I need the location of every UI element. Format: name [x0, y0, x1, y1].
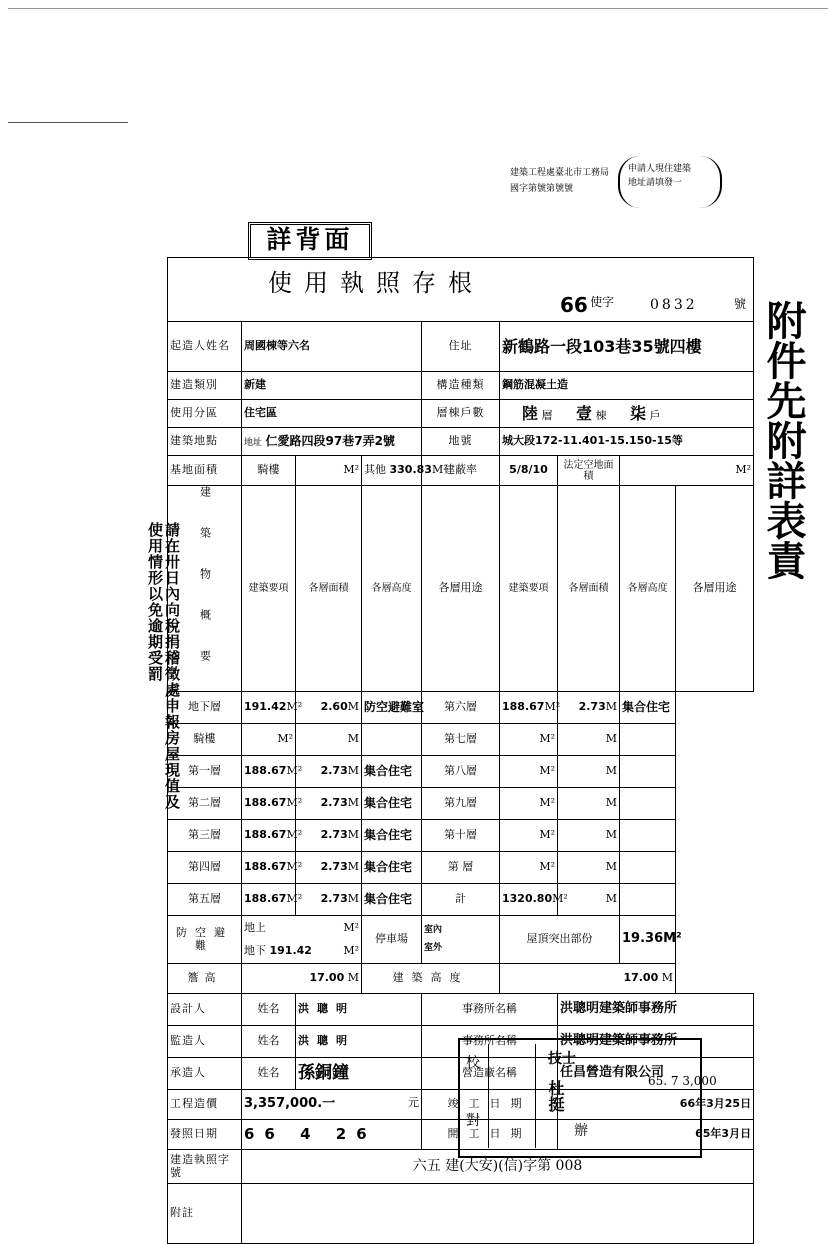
floor-area-2-unit: M²: [539, 732, 555, 746]
stamp-engineer: 技士: [548, 1051, 576, 1067]
shelter-above-unit: M²: [343, 921, 359, 935]
floor-area: [242, 820, 303, 852]
coverage-value: 5/8/10: [500, 456, 558, 486]
other-label: 其他: [364, 463, 386, 477]
floor-area-2: [500, 724, 558, 756]
stamp-check-1: 校: [466, 1055, 480, 1071]
floor-use-2: [620, 724, 676, 756]
parking-label: 停車場: [362, 916, 422, 964]
floor-use-text: 集合住宅: [364, 827, 413, 842]
floor-item-text: 地下層: [188, 700, 221, 714]
floor-height-text: 2.73: [320, 764, 348, 778]
stamp-divider: [488, 1044, 536, 1148]
supervisor-label: 監造人: [168, 1026, 242, 1058]
contractor-name: 孫銅鐘: [296, 1058, 422, 1090]
parking-out: 室外: [424, 942, 443, 953]
top-stamp-paren: [618, 156, 722, 208]
floor-use-2: [620, 692, 676, 724]
site-address-label: 地址: [244, 437, 263, 448]
side-note: 請在卅日內向稅捐稽徵處申報房屋現值及使用情形以免逾期受罰: [146, 522, 181, 810]
floor-height-2: [558, 788, 620, 820]
zone-value: 住宅區: [242, 400, 422, 428]
top-stamp-line-2: 國字第號第號號: [510, 184, 574, 194]
floor-use: [362, 724, 422, 756]
floor-height-2-unit: M: [605, 732, 617, 746]
owner-value: 周國棟等六名: [242, 322, 422, 372]
top-stamp-line-1: 建築工程處臺北市工務局: [510, 168, 610, 178]
buildings-count: 壹: [576, 403, 593, 423]
floor-height: [296, 820, 362, 852]
site-address: [242, 428, 422, 456]
floor-area-2: [500, 820, 558, 852]
other-unit: M²: [431, 463, 448, 477]
floor-area: [242, 724, 296, 756]
floor-use: [362, 756, 422, 788]
top-stamp: [490, 156, 730, 212]
parking-in: 室內: [424, 924, 443, 935]
floor-height-unit: M: [347, 764, 359, 778]
license-number: 66: [560, 293, 588, 317]
floor-item-text: 第一層: [188, 764, 221, 778]
floor-area-text: 188.67: [244, 764, 287, 778]
legal-open-unit: M²: [620, 456, 754, 486]
designer-name-label: 姓名: [242, 994, 296, 1026]
license-label: 使字: [590, 295, 615, 309]
print-number: 65. 7 3,000: [648, 1074, 717, 1088]
floor-use-text: 集合住宅: [364, 763, 413, 778]
floor-height-unit: M: [347, 700, 359, 714]
owner-label: 起造人姓名: [168, 322, 242, 372]
floor-height-2-unit: M: [605, 860, 617, 874]
floor-row: [168, 756, 754, 788]
col-header-4: 各層用途: [422, 486, 500, 692]
designer-label: 設計人: [168, 994, 242, 1026]
type-value: 新建: [242, 372, 422, 400]
bldg-height-unit: M: [661, 971, 673, 985]
zone-label: 使用分區: [168, 400, 242, 428]
floor-item-text: 第三層: [188, 828, 221, 842]
floor-area-2-unit: M²: [544, 700, 561, 714]
shelter-below: [244, 945, 359, 957]
floor-item-2: [422, 692, 500, 724]
floor-use-text: 集合住宅: [364, 891, 413, 906]
floor-height-2-unit: M: [605, 700, 617, 714]
floor-item-text: 第五層: [188, 892, 221, 906]
license-suffix: 號: [734, 297, 747, 311]
floor-item-2: [422, 724, 500, 756]
floor-height-text: 2.73: [320, 828, 348, 842]
floor-item-2: [422, 852, 500, 884]
floor-item: [168, 884, 242, 916]
floor-area-2-unit: M²: [539, 796, 555, 810]
floor-height-2-unit: M: [605, 892, 617, 906]
structure-value: 鋼筋混凝土造: [500, 372, 754, 400]
title-row: [168, 258, 754, 322]
issue-value: 66 4 26: [242, 1120, 422, 1150]
floor-area-unit: M²: [286, 764, 303, 778]
designer-name: 洪聰明: [296, 994, 422, 1026]
address-value: 新鶴路一段103巷35號四樓: [500, 322, 754, 372]
floor-item-2: [422, 756, 500, 788]
floor-height-text: 2.73: [320, 796, 348, 810]
stamp-check-2: 對: [466, 1113, 480, 1129]
floor-use: [362, 692, 425, 724]
parking-values: [422, 916, 500, 964]
floor-item-2-text: 計: [455, 892, 466, 906]
floor-rows: [168, 692, 754, 916]
floor-use-text: 集合住宅: [364, 795, 413, 810]
col-header-8: 各層用途: [676, 486, 754, 692]
floors-count: 陸: [522, 403, 539, 423]
other-value: 330.83: [389, 463, 432, 477]
detail-back-tag: 詳背面: [248, 222, 372, 260]
floor-height: [296, 788, 362, 820]
eave-label: 簷高: [168, 964, 242, 994]
floor-area-text: 188.67: [244, 828, 287, 842]
floor-height-unit: M: [347, 796, 359, 810]
designer-office-label: 事務所名稱: [422, 994, 558, 1026]
roof-unit: M²: [663, 931, 682, 947]
start-value: 65年3月日: [558, 1120, 754, 1150]
eave-value: [242, 964, 362, 994]
supervisor-office: 洪聰明建築師事務所: [558, 1026, 754, 1058]
scan-edge: [8, 8, 828, 9]
floor-height-2: [558, 756, 620, 788]
complete-label: 竣工日期: [422, 1090, 558, 1120]
cost-label: 工程造價: [168, 1090, 242, 1120]
review-stamps: [458, 1038, 702, 1158]
bldg-height-value: [500, 964, 676, 994]
floor-item-2-text: 第六層: [444, 700, 477, 714]
floor-row: [168, 820, 754, 852]
floor-area-2-text: 1320.80: [502, 892, 553, 906]
floor-area-unit: M²: [286, 860, 303, 874]
floor-area-2-unit: M²: [539, 764, 555, 778]
units-count: 柒: [630, 403, 647, 423]
floor-area-unit: M²: [286, 700, 303, 714]
floor-area-2-unit: M²: [552, 892, 568, 906]
floor-height-unit: M: [347, 892, 359, 906]
floor-use-2-text: 集合住宅: [622, 699, 671, 714]
buildings-unit: 棟: [595, 408, 607, 422]
floor-area-unit: M²: [277, 732, 293, 746]
floor-area-2: [500, 756, 558, 788]
contractor-firm-label: 營造廠名稱: [422, 1058, 558, 1090]
units-unit: 戶: [649, 408, 661, 422]
floors-unit: 層: [541, 408, 553, 422]
col-header-5: 建築要項: [500, 486, 558, 692]
floor-area-text: 188.67: [244, 860, 287, 874]
contractor-label: 承造人: [168, 1058, 242, 1090]
right-margin-chars: 附件先附詳表責: [760, 300, 807, 580]
coverage-label: 建蔽率: [422, 456, 500, 486]
floor-height: [296, 852, 362, 884]
floor-height-unit: M: [347, 828, 359, 842]
floor-area: [242, 884, 303, 916]
floor-area-2: [500, 852, 558, 884]
cost-unit: 元: [408, 1096, 419, 1110]
floor-height-2: [558, 852, 620, 884]
floor-row: [168, 852, 754, 884]
shelter-values: [242, 916, 362, 964]
shelter-below-label: 地下: [244, 943, 266, 957]
floor-height-2: [558, 724, 620, 756]
floor-height-2-unit: M: [605, 828, 617, 842]
floor-row: [168, 724, 754, 756]
site-lot-label: 地號: [422, 428, 500, 456]
eave-number: 17.00: [309, 971, 345, 985]
base-area-label: 基地面積: [168, 456, 242, 486]
floor-item-text: 騎樓: [193, 732, 216, 746]
floor-area-2-text: 188.67: [502, 700, 545, 714]
floor-height: [296, 692, 362, 724]
stamp-name: 杜挺: [546, 1080, 565, 1112]
floor-height-unit: M: [347, 732, 359, 746]
floor-use-text: 防空避難室: [364, 699, 425, 714]
col-header-7: 各層高度: [620, 486, 676, 692]
floor-row: [168, 692, 754, 724]
floor-height: [296, 724, 362, 756]
cost-number: 3,357,000.一: [244, 1096, 336, 1112]
floor-area-text: 188.67: [244, 892, 287, 906]
floor-use: [362, 820, 422, 852]
floor-area: [242, 788, 303, 820]
floor-use: [362, 884, 422, 916]
floor-height-2: [558, 692, 620, 724]
floors-label: 層棟戶數: [422, 400, 500, 428]
floor-item-2-text: 第 層: [447, 860, 474, 874]
structure-label: 構造種類: [422, 372, 500, 400]
floor-item-2-text: 第九層: [444, 796, 477, 810]
address-label: 住址: [422, 322, 500, 372]
floor-item-2-text: 第八層: [444, 764, 477, 778]
top-stamp-paren-1: 申請人現住建築: [628, 164, 692, 174]
floor-area-2: [500, 884, 568, 916]
site-address-value: 仁愛路四段97巷7弄2號: [265, 433, 395, 448]
floor-use-2: [620, 884, 676, 916]
col-header-3: 各層高度: [362, 486, 422, 692]
site-label: 建築地點: [168, 428, 242, 456]
col-header-2: 各層面積: [296, 486, 362, 692]
floor-use-text: 集合住宅: [364, 859, 413, 874]
start-label: 開工日期: [422, 1120, 558, 1150]
other-area: [362, 456, 448, 486]
floor-use-2: [620, 756, 676, 788]
floor-item: [168, 788, 242, 820]
col-header-6: 各層面積: [558, 486, 620, 692]
note-label: 附註: [168, 1184, 242, 1244]
roof-number: 19.36: [622, 931, 664, 947]
supervisor-name: 洪聰明: [296, 1026, 422, 1058]
floor-item-2: [422, 884, 500, 916]
floor-item: [168, 852, 242, 884]
top-stamp-paren-2: 地址請填發一: [628, 178, 683, 188]
shelter-below-value: 191.42: [269, 943, 312, 957]
floor-height-text: 2.73: [320, 860, 348, 874]
form-title: 使用執照存根: [268, 269, 484, 297]
floor-height-unit: M: [347, 860, 359, 874]
floor-use-2: [620, 788, 676, 820]
shelter-above: [244, 922, 359, 934]
type-label: 建造類別: [168, 372, 242, 400]
col-header-1: 建築要項: [242, 486, 296, 692]
shelter-below-unit: M²: [343, 943, 359, 957]
floor-area-2-unit: M²: [539, 860, 555, 874]
floor-height: [296, 884, 362, 916]
floor-area-2: [500, 788, 558, 820]
floor-area: [242, 756, 303, 788]
floor-area-unit: M²: [286, 828, 303, 842]
floor-row: [168, 788, 754, 820]
floor-use-2: [620, 852, 676, 884]
floor-area-2: [500, 692, 561, 724]
designer-office: 洪聰明建築師事務所: [558, 994, 754, 1026]
floor-height-2-unit: M: [605, 796, 617, 810]
roof-label: 屋頂突出部份: [500, 916, 620, 964]
shelter-above-label: 地上: [244, 921, 266, 935]
floor-area-unit: M²: [286, 892, 303, 906]
license-number-2: 0832: [650, 297, 698, 313]
floor-height-2-unit: M: [605, 764, 617, 778]
bldg-height-label: 建築高度: [362, 964, 500, 994]
shelter-label: 防空避難: [168, 916, 242, 964]
permit-label: 建造執照字號: [168, 1150, 242, 1184]
supervisor-office-label: 事務所名稱: [422, 1026, 558, 1058]
bldg-height-number: 17.00: [623, 971, 659, 985]
floor-height-2: [558, 820, 620, 852]
building-summary-label: 建築物概要: [168, 486, 242, 692]
floor-item-2: [422, 788, 500, 820]
eave-unit: M: [347, 971, 359, 985]
cost-value: [242, 1090, 422, 1120]
floor-use: [362, 852, 422, 884]
floor-item-text: 第二層: [188, 796, 221, 810]
floor-area-2-unit: M²: [539, 828, 555, 842]
floor-item-2-text: 第七層: [444, 732, 477, 746]
issue-label: 發照日期: [168, 1120, 242, 1150]
contractor-name-label: 姓名: [242, 1058, 296, 1090]
floor-area: [242, 692, 303, 724]
floor-item-2-text: 第十層: [444, 828, 477, 842]
floor-area-text: 191.42: [244, 700, 287, 714]
legal-open-label: 法定空地面積: [558, 456, 620, 486]
floor-area-text: 188.67: [244, 796, 287, 810]
floor-height: [296, 756, 362, 788]
floor-item: [168, 692, 242, 724]
note-value: [242, 1184, 754, 1244]
scan-mark: [8, 122, 128, 123]
floor-item-2: [422, 820, 500, 852]
contractor-firm: 任昌營造有限公司: [558, 1058, 754, 1090]
floor-item: [168, 724, 242, 756]
stamp-handle: 辦: [574, 1123, 588, 1139]
permit-value: 六五 建(大安)(信)字第 008: [242, 1150, 754, 1184]
floor-item: [168, 756, 242, 788]
roof-value: [620, 916, 682, 964]
arcade-unit: M²: [296, 456, 362, 486]
site-lot-value: 城大段172-11.401-15.150-15等: [500, 428, 754, 456]
floor-height-text: 2.60: [320, 700, 348, 714]
floor-area: [242, 852, 303, 884]
arcade-label: 騎樓: [242, 456, 296, 486]
floor-area-unit: M²: [286, 796, 303, 810]
floor-height-2-text: 2.73: [578, 700, 606, 714]
floors-value: [500, 400, 754, 428]
floor-use: [362, 788, 422, 820]
complete-value: 66年3月25日: [558, 1090, 754, 1120]
floor-height-text: 2.73: [320, 892, 348, 906]
floor-item-text: 第四層: [188, 860, 221, 874]
floor-row: [168, 884, 754, 916]
floor-item: [168, 820, 242, 852]
supervisor-name-label: 姓名: [242, 1026, 296, 1058]
floor-use-2: [620, 820, 676, 852]
